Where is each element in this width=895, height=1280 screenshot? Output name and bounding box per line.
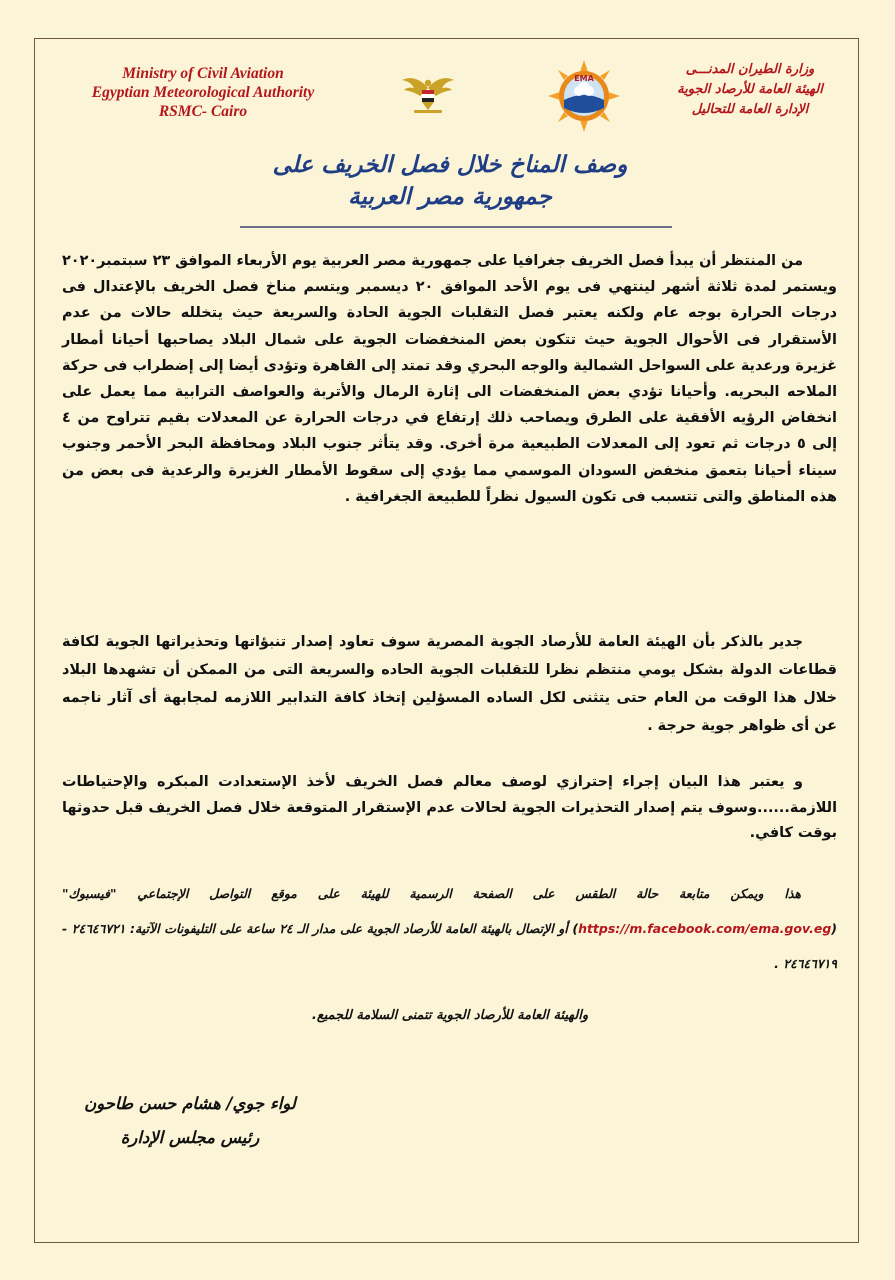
closing-line: والهيئة العامة للأرصاد الجوية تتمنى السلامة للجميع. xyxy=(311,1008,589,1023)
contact-text-before: هذا ويمكن متابعة حالة الطقس على الصفحة الرسمية للهيئة على موقع التواصل الإجتماعي "فيسبوك" ( xyxy=(62,886,837,936)
arabic-header-ministry: وزارة الطيران المدنـــى xyxy=(685,62,815,77)
body-paragraph-3: و يعتبر هذا البيان إجراء إحترازي لوصف معالم فصل الخريف لأخذ الإستعدادت المبكره والإحتياطات اللازمة......وسوف يتم إصدار التحذيرات الجوية لحالات عدم الإستقرار المتوقعة خلال فصل الخريف قبل حدوثها بوقت كافي. xyxy=(62,774,837,842)
arabic-header-department: الإدارة العامة للتحاليل xyxy=(691,102,809,117)
ema-logo-text: EMA xyxy=(574,74,594,83)
body-paragraph-1: من المنتظر أن يبدأ فصل الخريف جغرافيا على جمهورية مصر العربية يوم الأربعاء الموافق ٢٣ سبتمبر٢٠٢٠ ويستمر لمدة ثلاثة أشهر لينتهي فى يوم الأحد الموافق ٢٠ ديسمبر ويتسم مناخ فصل الخريف بالإعتدال فى درجات الحرارة بوجه عام ولكنه يعتبر فصل التقلبات الجوية الحادة والسريعة حيث يتخلله حالات من عدم الأستقرار فى الأحوال الجوية حيث تتكون بعض المنخفضات الجوية على شمال البلاد يصاحبها أحيانا أمطار غزيرة ورعدية على السواحل الشمالية والوجه البحري وقد تمتد إلى القاهرة وتؤدى أيضا إلى إضطراب فى حركة الملاحه البحريه. وأحيانا تؤدي بعض المنخفضات الى إثارة الرمال والأتربة والعواصف الترابية مما يعمل على انخفاض الرؤيه الأفقية على الطرق ويصاحب ذلك إرتفاع في درجات الحرارة عن المعدلات بقيم تتراوح من ٤ إلى ٥ درجات ثم تعود إلى المعدلات الطبيعية مرة أخرى. وقد يتأثر جنوب البلاد ومحافظة البحر الأحمر وجنوب سيناء أحيانا بتعمق منخفض السودان الموسمي مما يؤدي إلى سقوط الأمطار الغزيرة والرعدية فى بعض من هذه المناطق والتى تتسبب فى تكون السيول نظراً للطبيعة الجغرافية . xyxy=(62,253,838,505)
document-title-line2: جمهورية مصر العربية xyxy=(348,184,552,210)
body-paragraph-2: جدير بالذكر بأن الهيئة العامة للأرصاد الجوية المصرية سوف تعاود إصدار تنبؤاتها وتحذيراتها الجوية لكافة قطاعات الدولة بشكل يومي منتظم نظرا للتقلبات الجوية الحاده والسريعة التى من الممكن أن تشهدها البلاد خلال هذا الوقت من العام حتى يتثنى لكل الساده المسؤلين إتخاذ كافة التدابير اللازمه لمجابهة أى آثار ناجمه عن أى ظواهر جوية حرجة . xyxy=(62,634,837,734)
contact-text-after: ) أو الإتصال بالهيئة العامة للأرصاد الجوية على مدار الـ ٢٤ ساعة على التليفونات الآتية: ٢٤٦٤٦٧٢١ - ٢٤٦٤٦٧١٩ . xyxy=(62,921,837,971)
ema-logo-icon xyxy=(548,60,620,132)
english-header-authority: Egyptian Meteorological Authority xyxy=(91,84,315,101)
egypt-eagle-emblem-icon xyxy=(400,72,456,118)
signatory-name: لواء جوي/ هشام حسن طاحون xyxy=(84,1094,296,1113)
document-title-line1: وصف المناخ خلال فصل الخريف على xyxy=(272,152,628,178)
facebook-link[interactable]: https://m.facebook.com/ema.gov.eg xyxy=(578,921,832,936)
contact-paragraph xyxy=(62,876,837,981)
english-header-ministry: Ministry of Civil Aviation xyxy=(122,65,284,82)
arabic-header xyxy=(640,60,860,120)
title-underline xyxy=(240,226,672,228)
english-header-rsmc: RSMC- Cairo xyxy=(158,103,248,120)
signatory-position: رئيس مجلس الإدارة xyxy=(120,1128,260,1147)
arabic-header-authority: الهيئة العامة للأرصاد الجوية xyxy=(677,82,823,97)
english-header xyxy=(58,64,348,121)
